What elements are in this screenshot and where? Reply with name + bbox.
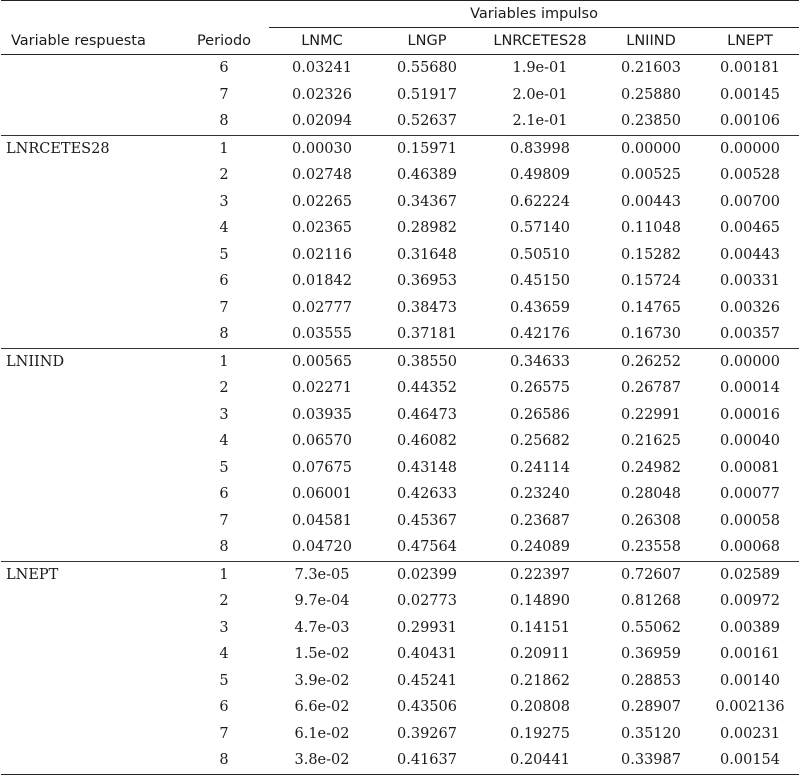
periodo-cell: 3 xyxy=(219,619,229,636)
value-cell-lnrcetes28: 2.1e-01 xyxy=(512,113,568,130)
value-cell-lnmc: 0.02271 xyxy=(292,380,352,397)
value-cell-lngp: 0.55680 xyxy=(397,60,457,77)
response-variable-cell xyxy=(1,108,179,135)
column-header-lniind: LNIIND xyxy=(601,28,701,55)
value-cell-lngp: 0.41637 xyxy=(375,747,479,774)
column-header-lngp: LNGP xyxy=(375,28,479,55)
value-cell-lnrcetes28: 1.9e-01 xyxy=(512,60,568,77)
periodo-cell: 8 xyxy=(219,326,229,343)
value-cell-lnept: 0.02589 xyxy=(701,561,799,588)
table-row xyxy=(1,402,799,429)
value-cell-lnrcetes28: 0.42176 xyxy=(510,326,570,343)
value-cell-lnmc: 0.02094 xyxy=(292,113,352,130)
response-variable-cell xyxy=(1,321,179,348)
value-cell-lnrcetes28: 0.22397 xyxy=(479,561,601,588)
response-variable-cell xyxy=(1,428,179,455)
periodo-cell: 3 xyxy=(219,193,229,210)
table-row xyxy=(1,641,799,668)
value-cell-lnmc: 6.6e-02 xyxy=(294,699,350,716)
header-spacer xyxy=(179,1,269,28)
periodo-cell: 8 xyxy=(219,539,229,556)
periodo-cell: 2 xyxy=(219,593,229,610)
value-cell-lnept: 0.00077 xyxy=(720,486,781,503)
value-cell-lniind: 0.21625 xyxy=(621,433,681,450)
table-row xyxy=(1,82,799,109)
periodo-cell: 8 xyxy=(219,113,229,130)
value-cell-lnept: 0.002136 xyxy=(715,699,785,716)
table-row xyxy=(1,295,799,322)
value-cell-lniind: 0.35120 xyxy=(621,725,681,742)
response-variable-cell xyxy=(1,215,179,242)
periodo-cell: 7 xyxy=(219,299,229,316)
value-cell-lnept: 0.00145 xyxy=(720,86,781,103)
value-cell-lniind: 0.15724 xyxy=(621,273,681,290)
response-variable-cell: LNRCETES28 xyxy=(1,135,179,162)
value-cell-lniind: 0.00443 xyxy=(621,193,681,210)
value-cell-lngp: 0.02773 xyxy=(397,593,457,610)
periodo-cell: 5 xyxy=(219,459,229,476)
value-cell-lniind: 0.15282 xyxy=(621,246,681,263)
table-row xyxy=(1,242,799,269)
value-cell-lnrcetes28: 0.62224 xyxy=(510,193,570,210)
value-cell-lnmc: 0.01842 xyxy=(292,273,352,290)
table-row xyxy=(1,321,799,348)
value-cell-lngp: 0.45241 xyxy=(397,672,457,689)
table-row xyxy=(1,108,799,135)
value-cell-lngp: 0.42633 xyxy=(397,486,457,503)
value-cell-lnrcetes28: 0.24089 xyxy=(510,539,570,556)
table-row xyxy=(1,215,799,242)
response-variable-cell xyxy=(1,641,179,668)
table-row xyxy=(1,268,799,295)
value-cell-lnmc: 0.02777 xyxy=(292,299,352,316)
response-variable-cell xyxy=(1,694,179,721)
value-cell-lngp: 0.36953 xyxy=(397,273,457,290)
value-cell-lnept: 0.00443 xyxy=(720,246,781,263)
value-cell-lnrcetes28: 0.24114 xyxy=(510,459,570,476)
value-cell-lnrcetes28: 0.34633 xyxy=(479,348,601,375)
periodo-cell: 6 xyxy=(219,60,229,77)
value-cell-lngp: 0.28982 xyxy=(397,220,457,237)
column-header-variable-respuesta: Variable respuesta xyxy=(1,28,179,55)
periodo-cell: 5 xyxy=(219,246,229,263)
table-body xyxy=(1,55,799,775)
value-cell-lnmc: 0.03935 xyxy=(292,406,352,423)
value-cell-lnept: 0.00972 xyxy=(720,593,781,610)
value-cell-lngp: 0.46082 xyxy=(397,433,457,450)
value-cell-lnrcetes28: 2.0e-01 xyxy=(512,86,568,103)
table-row xyxy=(1,747,799,774)
response-variable-cell xyxy=(1,82,179,109)
value-cell-lniind: 0.28907 xyxy=(621,699,681,716)
value-cell-lnmc: 0.06001 xyxy=(292,486,352,503)
value-cell-lniind: 0.23850 xyxy=(621,113,681,130)
periodo-cell: 1 xyxy=(179,561,269,588)
value-cell-lnrcetes28: 0.49809 xyxy=(510,167,570,184)
impulse-variables-header: Variables impulso xyxy=(269,1,799,28)
value-cell-lniind: 0.26252 xyxy=(601,348,701,375)
value-cell-lnmc: 0.06570 xyxy=(292,433,352,450)
value-cell-lniind: 0.25880 xyxy=(621,86,681,103)
value-cell-lnept: 0.00389 xyxy=(720,619,781,636)
periodo-cell: 8 xyxy=(179,747,269,774)
value-cell-lnept: 0.00058 xyxy=(720,512,781,529)
value-cell-lnmc: 3.9e-02 xyxy=(294,672,350,689)
table-row xyxy=(1,561,799,588)
table-header xyxy=(1,1,799,55)
response-variable-cell xyxy=(1,295,179,322)
response-variable-cell xyxy=(1,55,179,82)
periodo-cell: 2 xyxy=(219,167,229,184)
value-cell-lniind: 0.14765 xyxy=(621,299,681,316)
response-variable-cell xyxy=(1,747,179,774)
response-variable-cell xyxy=(1,721,179,748)
value-cell-lniind: 0.22991 xyxy=(621,406,681,423)
periodo-cell: 4 xyxy=(219,220,229,237)
periodo-cell: 7 xyxy=(219,725,229,742)
value-cell-lnmc: 0.04720 xyxy=(292,539,352,556)
header-row-columns xyxy=(1,28,799,55)
value-cell-lnrcetes28: 0.21862 xyxy=(510,672,570,689)
response-variable-cell xyxy=(1,481,179,508)
value-cell-lngp: 0.44352 xyxy=(397,380,457,397)
value-cell-lnmc: 0.03241 xyxy=(292,60,352,77)
response-variable-cell xyxy=(1,189,179,216)
value-cell-lniind: 0.26308 xyxy=(621,512,681,529)
column-header-periodo: Periodo xyxy=(179,28,269,55)
value-cell-lnmc: 6.1e-02 xyxy=(294,725,350,742)
value-cell-lngp: 0.46389 xyxy=(397,167,457,184)
response-variable-cell: LNEPT xyxy=(1,561,179,588)
value-cell-lniind: 0.28048 xyxy=(621,486,681,503)
value-cell-lnept: 0.00161 xyxy=(720,646,781,663)
value-cell-lnrcetes28: 0.50510 xyxy=(510,246,570,263)
table-row xyxy=(1,455,799,482)
value-cell-lnmc: 0.02265 xyxy=(292,193,352,210)
response-variable-cell xyxy=(1,508,179,535)
response-variable-cell xyxy=(1,375,179,402)
value-cell-lniind: 0.00525 xyxy=(621,167,681,184)
value-cell-lngp: 0.43506 xyxy=(397,699,457,716)
value-cell-lnept: 0.00465 xyxy=(720,220,781,237)
periodo-cell: 7 xyxy=(219,512,229,529)
periodo-cell: 3 xyxy=(219,406,229,423)
value-cell-lngp: 0.39267 xyxy=(397,725,457,742)
value-cell-lniind: 0.00000 xyxy=(601,135,701,162)
value-cell-lnrcetes28: 0.20441 xyxy=(479,747,601,774)
value-cell-lngp: 0.38550 xyxy=(375,348,479,375)
value-cell-lngp: 0.51917 xyxy=(397,86,457,103)
value-cell-lnept: 0.00016 xyxy=(720,406,781,423)
table-row xyxy=(1,375,799,402)
table-row xyxy=(1,615,799,642)
value-cell-lngp: 0.40431 xyxy=(397,646,457,663)
value-cell-lnrcetes28: 0.26586 xyxy=(510,406,570,423)
value-cell-lngp: 0.46473 xyxy=(397,406,457,423)
value-cell-lnrcetes28: 0.83998 xyxy=(479,135,601,162)
value-cell-lniind: 0.55062 xyxy=(621,619,681,636)
value-cell-lnept: 0.00326 xyxy=(720,299,781,316)
value-cell-lnrcetes28: 0.45150 xyxy=(510,273,570,290)
value-cell-lngp: 0.37181 xyxy=(397,326,457,343)
value-cell-lngp: 0.38473 xyxy=(397,299,457,316)
value-cell-lnept: 0.00154 xyxy=(701,747,799,774)
value-cell-lngp: 0.47564 xyxy=(397,539,457,556)
table-row xyxy=(1,481,799,508)
value-cell-lnept: 0.00000 xyxy=(701,348,799,375)
value-cell-lniind: 0.16730 xyxy=(621,326,681,343)
value-cell-lnept: 0.00014 xyxy=(720,380,781,397)
value-cell-lngp: 0.43148 xyxy=(397,459,457,476)
value-cell-lnrcetes28: 0.20911 xyxy=(510,646,570,663)
response-variable-cell xyxy=(1,162,179,189)
value-cell-lniind: 0.28853 xyxy=(621,672,681,689)
response-variable-cell xyxy=(1,242,179,269)
response-variable-cell xyxy=(1,402,179,429)
value-cell-lnept: 0.00106 xyxy=(720,113,781,130)
value-cell-lnmc: 0.00565 xyxy=(269,348,375,375)
table-row xyxy=(1,588,799,615)
response-variable-cell xyxy=(1,615,179,642)
table-row xyxy=(1,508,799,535)
value-cell-lnrcetes28: 0.43659 xyxy=(510,299,570,316)
value-cell-lnept: 0.00357 xyxy=(720,326,781,343)
value-cell-lniind: 0.26787 xyxy=(621,380,681,397)
periodo-cell: 1 xyxy=(179,135,269,162)
value-cell-lnept: 0.00181 xyxy=(720,60,781,77)
value-cell-lnmc: 0.02116 xyxy=(292,246,352,263)
value-cell-lnrcetes28: 0.23240 xyxy=(510,486,570,503)
table-row xyxy=(1,721,799,748)
value-cell-lnept: 0.00331 xyxy=(720,273,781,290)
value-cell-lngp: 0.52637 xyxy=(397,113,457,130)
value-cell-lniind: 0.21603 xyxy=(621,60,681,77)
periodo-cell: 4 xyxy=(219,646,229,663)
response-variable-cell xyxy=(1,668,179,695)
value-cell-lnrcetes28: 0.20808 xyxy=(510,699,570,716)
column-header-lnept: LNEPT xyxy=(701,28,799,55)
periodo-cell: 4 xyxy=(219,433,229,450)
value-cell-lnmc: 0.02326 xyxy=(292,86,352,103)
value-cell-lnept: 0.00081 xyxy=(720,459,781,476)
value-cell-lnmc: 7.3e-05 xyxy=(269,561,375,588)
table-row xyxy=(1,162,799,189)
response-variable-cell xyxy=(1,455,179,482)
value-cell-lnrcetes28: 0.23687 xyxy=(510,512,570,529)
periodo-cell: 6 xyxy=(219,699,229,716)
value-cell-lnmc: 0.07675 xyxy=(292,459,352,476)
periodo-cell: 1 xyxy=(179,348,269,375)
value-cell-lnept: 0.00528 xyxy=(720,167,781,184)
periodo-cell: 6 xyxy=(219,486,229,503)
table-row xyxy=(1,694,799,721)
value-cell-lnrcetes28: 0.14890 xyxy=(510,593,570,610)
value-cell-lnmc: 9.7e-04 xyxy=(294,593,350,610)
value-cell-lngp: 0.34367 xyxy=(397,193,457,210)
periodo-cell: 7 xyxy=(219,86,229,103)
value-cell-lngp: 0.29931 xyxy=(397,619,457,636)
column-header-lnrcetes28: LNRCETES28 xyxy=(479,28,601,55)
value-cell-lnrcetes28: 0.19275 xyxy=(510,725,570,742)
value-cell-lnrcetes28: 0.57140 xyxy=(510,220,570,237)
value-cell-lngp: 0.15971 xyxy=(375,135,479,162)
value-cell-lnept: 0.00068 xyxy=(720,539,781,556)
table-row xyxy=(1,534,799,561)
value-cell-lngp: 0.31648 xyxy=(397,246,457,263)
value-cell-lnmc: 0.02748 xyxy=(292,167,352,184)
variance-decomposition-table xyxy=(1,0,799,775)
value-cell-lnept: 0.00231 xyxy=(720,725,781,742)
value-cell-lnmc: 3.8e-02 xyxy=(269,747,375,774)
table-row xyxy=(1,428,799,455)
table-row xyxy=(1,189,799,216)
value-cell-lnrcetes28: 0.25682 xyxy=(510,433,570,450)
value-cell-lnmc: 0.02365 xyxy=(292,220,352,237)
value-cell-lnmc: 4.7e-03 xyxy=(294,619,350,636)
value-cell-lniind: 0.36959 xyxy=(621,646,681,663)
value-cell-lniind: 0.24982 xyxy=(621,459,681,476)
value-cell-lniind: 0.72607 xyxy=(601,561,701,588)
value-cell-lnept: 0.00040 xyxy=(720,433,781,450)
response-variable-cell xyxy=(1,534,179,561)
value-cell-lniind: 0.33987 xyxy=(601,747,701,774)
value-cell-lnept: 0.00000 xyxy=(701,135,799,162)
value-cell-lniind: 0.23558 xyxy=(621,539,681,556)
value-cell-lnmc: 0.03555 xyxy=(292,326,352,343)
table-row xyxy=(1,348,799,375)
value-cell-lnept: 0.00700 xyxy=(720,193,781,210)
response-variable-cell: LNIIND xyxy=(1,348,179,375)
periodo-cell: 5 xyxy=(219,672,229,689)
table-row xyxy=(1,668,799,695)
response-variable-cell xyxy=(1,588,179,615)
response-variable-cell xyxy=(1,268,179,295)
value-cell-lnmc: 1.5e-02 xyxy=(294,646,350,663)
value-cell-lniind: 0.11048 xyxy=(621,220,681,237)
value-cell-lniind: 0.81268 xyxy=(621,593,681,610)
value-cell-lngp: 0.02399 xyxy=(375,561,479,588)
value-cell-lngp: 0.45367 xyxy=(397,512,457,529)
header-row-group xyxy=(1,1,799,28)
value-cell-lnrcetes28: 0.14151 xyxy=(510,619,570,636)
periodo-cell: 2 xyxy=(219,380,229,397)
table-row xyxy=(1,55,799,82)
value-cell-lnmc: 0.00030 xyxy=(269,135,375,162)
periodo-cell: 6 xyxy=(219,273,229,290)
table-row xyxy=(1,135,799,162)
header-spacer xyxy=(1,1,179,28)
column-header-lnmc: LNMC xyxy=(269,28,375,55)
value-cell-lnrcetes28: 0.26575 xyxy=(510,380,570,397)
value-cell-lnept: 0.00140 xyxy=(720,672,781,689)
value-cell-lnmc: 0.04581 xyxy=(292,512,352,529)
